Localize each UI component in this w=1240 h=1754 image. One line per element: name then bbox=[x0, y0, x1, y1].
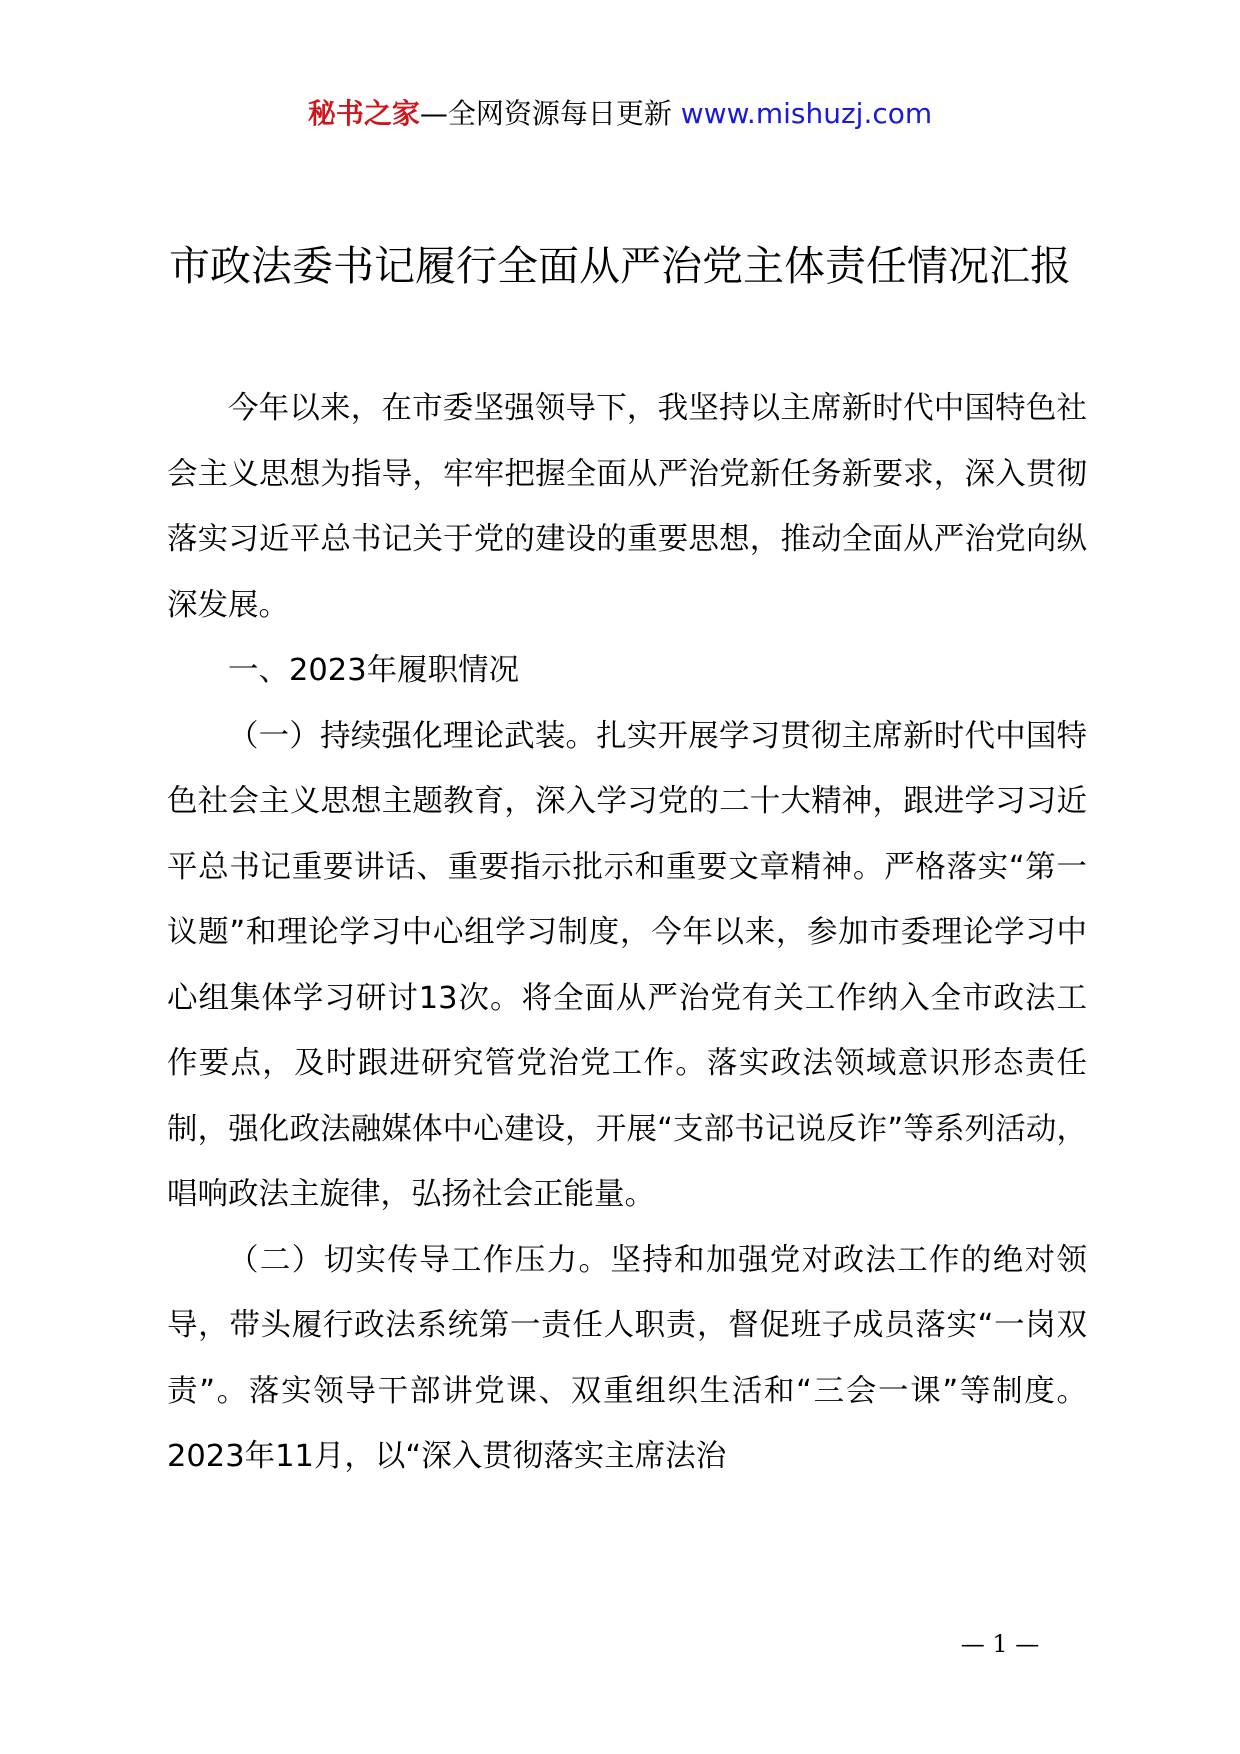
intro-paragraph: 今年以来，在市委坚强领导下，我坚持以主席新时代中国特色社会主义思想为指导，牢牢把握全面从严治党新任务新要求，深入贯彻落实习近平总书记关于党的建设的重要思想，推动全面从严治党向纵深发展。 bbox=[167, 391, 1087, 623]
document-body bbox=[167, 376, 1087, 1490]
body-paragraph: （二）切实传导工作压力。坚持和加强党对政法工作的绝对领导，带头履行政法系统第一责任人职责，督促班子成员落实“一岗双责”。落实领导干部讲党课、双重组织生活和“三会一课”等制度。2023年11月，以“深入贯彻落实主席法治 bbox=[167, 1242, 1087, 1474]
site-banner bbox=[0, 94, 1240, 134]
section-heading: 一、2023年履职情况 bbox=[228, 653, 520, 688]
page-number: — 1 — bbox=[960, 1630, 1040, 1658]
banner-tagline: —全网资源每日更新 bbox=[419, 97, 672, 130]
body-paragraph: （一）持续强化理论武装。扎实开展学习贯彻主席新时代中国特色社会主义思想主题教育，深入学习党的二十大精神，跟进学习习近平总书记重要讲话、重要指示批示和重要文章精神。严格落实“第一议题”和理论学习中心组学习制度，今年以来，参加市委理论学习中心组集体学习研讨13次。将全面从严治党有关工作纳入全市政法工作要点，及时跟进研究管党治党工作。落实政法领域意识形态责任制，强化政法融媒体中心建设，开展“支部书记说反诈”等系列活动，唱响政法主旋律，弘扬社会正能量。 bbox=[167, 718, 1087, 1212]
document-title: 市政法委书记履行全面从严治党主体责任情况汇报 bbox=[169, 242, 1071, 290]
brand-name: 秘书之家 bbox=[307, 97, 420, 130]
website-link[interactable]: www.mishuzj.com bbox=[680, 97, 933, 130]
